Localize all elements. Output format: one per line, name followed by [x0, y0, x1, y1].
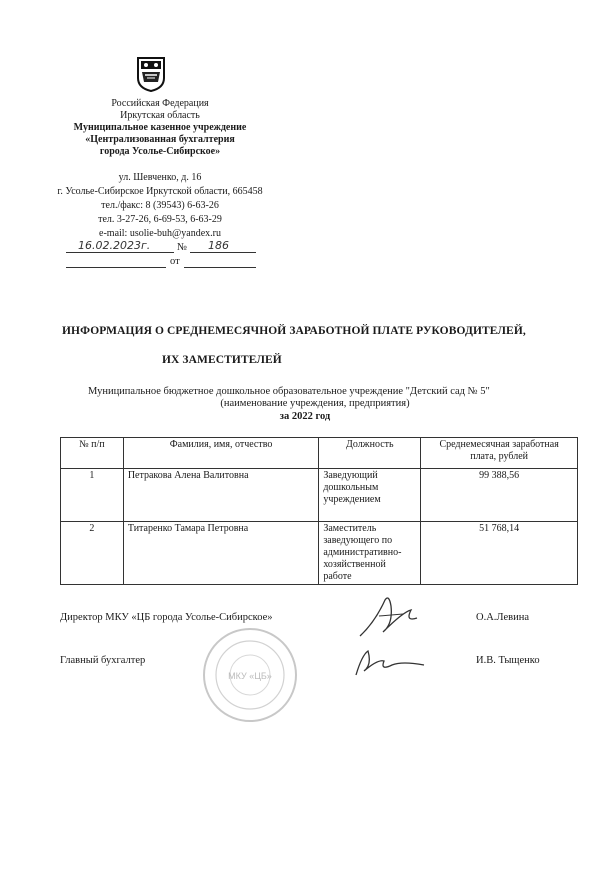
email: e-mail: usolie-buh@yandex.ru — [99, 228, 221, 239]
institution-name: Муниципальное бюджетное дошкольное образовательное учреждение "Детский сад № 5" — [88, 386, 490, 397]
doc-title-line2: ИХ ЗАМЕСТИТЕЛЕЙ — [162, 354, 282, 366]
handwritten-date: 16.02.2023г. — [78, 239, 151, 252]
header-org-type: Муниципальное казенное учреждение — [73, 122, 247, 133]
address-city: г. Усолье-Сибирское Иркутской области, 665458 — [57, 186, 263, 197]
number-label: № — [177, 242, 188, 253]
number-underline — [190, 252, 256, 253]
table-row — [61, 469, 578, 522]
institution-caption: (наименование учреждения, предприятия) — [220, 398, 410, 409]
ref-underline — [66, 267, 166, 268]
header-org-city: города Усолье-Сибирское» — [99, 146, 221, 157]
cell-position: Заведующий дошкольным учреждением — [319, 469, 421, 522]
handwritten-number: 186 — [208, 239, 229, 252]
phones: тел. 3-27-26, 6-69-53, 6-63-29 — [98, 214, 222, 225]
stamp-text: МКУ «ЦБ» — [228, 671, 272, 681]
col-header-name: Фамилия, имя, отчество — [123, 438, 318, 469]
header-org-name: «Централизованная бухгалтерия — [85, 134, 235, 145]
director-title: Директор МКУ «ЦБ города Усолье-Сибирское» — [60, 612, 273, 623]
header-country: Российская Федерация — [111, 98, 209, 109]
doc-title-line1: ИНФОРМАЦИЯ О СРЕДНЕМЕСЯЧНОЙ ЗАРАБОТНОЙ ПЛАТЕ РУКОВОДИТЕЛЕЙ, — [62, 325, 526, 337]
cell-name: Петракова Алена Валитовна — [123, 469, 318, 522]
accountant-signature — [350, 645, 430, 686]
col-header-num: № п/п — [61, 438, 124, 469]
coat-of-arms-emblem — [136, 56, 166, 92]
director-signature — [355, 592, 425, 647]
table-row — [61, 522, 578, 585]
director-name: О.А.Левина — [476, 612, 529, 623]
col-header-salary: Среднемесячная заработная плата, рублей — [421, 438, 578, 469]
salary-table — [60, 437, 578, 585]
cell-num: 1 — [61, 469, 124, 522]
accountant-name: И.В. Тыщенко — [476, 655, 540, 666]
org-header — [40, 98, 280, 158]
header-region: Иркутская область — [120, 110, 200, 121]
cell-num: 2 — [61, 522, 124, 585]
cell-name: Титаренко Тамара Петровна — [123, 522, 318, 585]
date-underline — [66, 252, 174, 253]
accountant-title: Главный бухгалтер — [60, 655, 146, 666]
cell-salary: 99 388,56 — [421, 469, 578, 522]
col-header-position: Должность — [319, 438, 421, 469]
from-label: от — [170, 256, 180, 267]
phone-fax: тел./факс: 8 (39543) 6-63-26 — [101, 200, 219, 211]
report-year: за 2022 год — [279, 411, 331, 422]
cell-position: Заместитель заведующего по административно-хозяйственной работе — [319, 522, 421, 585]
organization-stamp — [200, 625, 300, 725]
from-underline — [184, 267, 256, 268]
cell-salary: 51 768,14 — [421, 522, 578, 585]
org-contacts — [20, 172, 300, 240]
table-header-row — [61, 438, 578, 469]
address-street: ул. Шевченко, д. 16 — [118, 172, 202, 183]
